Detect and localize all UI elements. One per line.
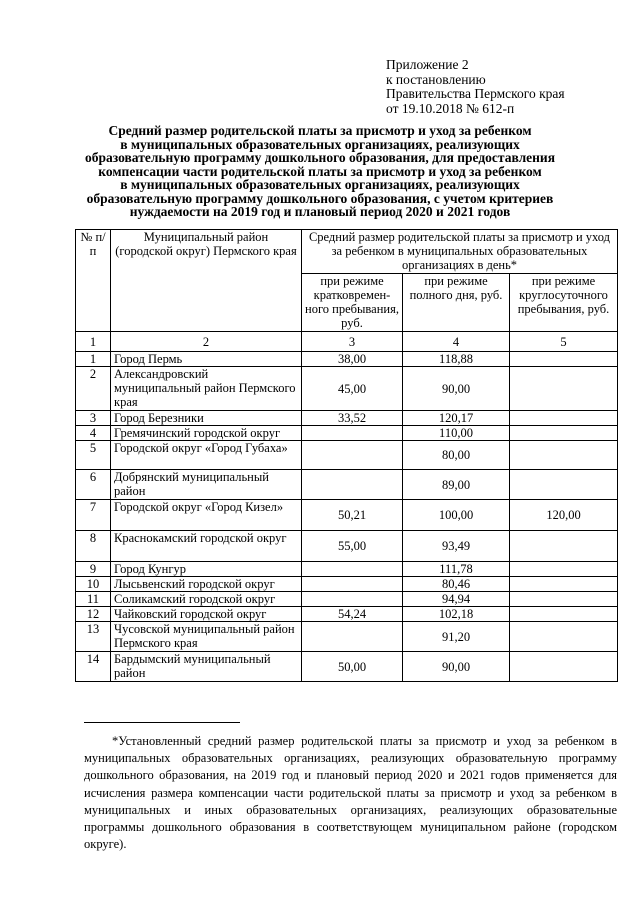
full-day-value: 93,49 (403, 531, 510, 562)
round-the-clock-value (510, 470, 618, 500)
column-number: 5 (510, 332, 618, 352)
full-day-value: 80,00 (403, 441, 510, 470)
header-round-the-clock: при режиме круглосуточного пребывания, руб. (510, 274, 618, 332)
header-short-stay: при режиме кратковремен-ного пребывания, руб. (302, 274, 403, 332)
district-name: Гремячинский городской округ (111, 426, 302, 441)
appendix-line: к постановлению (386, 71, 486, 87)
district-name: Городской округ «Город Кизел» (111, 500, 302, 531)
table-row (76, 411, 618, 426)
short-stay-value (302, 592, 403, 607)
header-district: Муниципальный район (городской округ) Пермского края (111, 230, 302, 332)
district-name: Добрянский муниципальный район (111, 470, 302, 500)
round-the-clock-value (510, 592, 618, 607)
row-number: 5 (76, 441, 111, 470)
table-row (76, 577, 618, 592)
row-number: 11 (76, 592, 111, 607)
table-row (76, 562, 618, 577)
district-name: Чусовской муниципальный район Пермского края (111, 622, 302, 652)
district-name: Город Пермь (111, 352, 302, 367)
appendix-header (386, 58, 565, 116)
short-stay-value (302, 441, 403, 470)
district-name: Чайковский городской округ (111, 607, 302, 622)
footnote: *Установленный средний размер родительской платы за присмотр и уход за ребенком в муниципальных образовательных организациях, реализующих образовательную программу дошкольного образования, на 2019 год и плановый период 2020 и 2021 годов применяется для исчисления размера компенсации части родительской платы за присмотр и уход за ребенком в муниципальных и иных образовательных организациях, реализующих образовательные программы дошкольного образования в соответствующем муниципальном районе (городском округе). (84, 734, 617, 852)
short-stay-value: 50,00 (302, 652, 403, 682)
header-num: № п/п (76, 230, 111, 332)
header-full-day: при режиме полного дня, руб. (403, 274, 510, 332)
title-line: компенсации части родительской платы за присмотр и уход за ребенком (98, 163, 542, 179)
full-day-value: 102,18 (403, 607, 510, 622)
row-number: 1 (76, 352, 111, 367)
row-number: 6 (76, 470, 111, 500)
title-line: нуждаемости на 2019 год и плановый период 2020 и 2021 годов (129, 204, 511, 219)
row-number: 14 (76, 652, 111, 682)
table-body (76, 352, 618, 682)
short-stay-value (302, 577, 403, 592)
short-stay-value: 54,24 (302, 607, 403, 622)
table-row (76, 352, 618, 367)
row-number: 10 (76, 577, 111, 592)
appendix-line: от 19.10.2018 № 612-п (386, 100, 515, 116)
column-number: 2 (111, 332, 302, 352)
table-row (76, 426, 618, 441)
short-stay-value (302, 426, 403, 441)
table-row (76, 622, 618, 652)
round-the-clock-value (510, 577, 618, 592)
full-day-value: 91,20 (403, 622, 510, 652)
short-stay-value (302, 562, 403, 577)
table-row (76, 367, 618, 411)
full-day-value: 110,00 (403, 426, 510, 441)
short-stay-value: 55,00 (302, 531, 403, 562)
title-line: в муниципальных образовательных организациях, реализующих (120, 177, 520, 192)
short-stay-value (302, 470, 403, 500)
round-the-clock-value (510, 622, 618, 652)
column-number: 1 (76, 332, 111, 352)
full-day-value: 89,00 (403, 470, 510, 500)
title-line: в муниципальных образовательных организациях, реализующих (120, 136, 520, 152)
round-the-clock-value (510, 652, 618, 682)
row-number: 8 (76, 531, 111, 562)
full-day-value: 90,00 (403, 367, 510, 411)
row-number: 13 (76, 622, 111, 652)
short-stay-value: 38,00 (302, 352, 403, 367)
table-row (76, 470, 618, 500)
round-the-clock-value (510, 411, 618, 426)
district-name: Соликамский городской округ (111, 592, 302, 607)
title-line: образовательную программу дошкольного образования, с учетом критериев (86, 190, 554, 206)
footnote-divider (84, 722, 240, 723)
row-number: 2 (76, 367, 111, 411)
column-number: 3 (302, 332, 403, 352)
document-title (70, 124, 570, 219)
title-line: Средний размер родительской платы за присмотр и уход за ребенком (108, 123, 532, 138)
round-the-clock-value (510, 352, 618, 367)
round-the-clock-value (510, 367, 618, 411)
title-line: образовательную программу дошкольного образования, для предоставления (84, 150, 556, 165)
district-name: Городской округ «Город Губаха» (111, 441, 302, 470)
full-day-value: 80,46 (403, 577, 510, 592)
round-the-clock-value: 120,00 (510, 500, 618, 531)
full-day-value: 111,78 (403, 562, 510, 577)
district-name: Город Березники (111, 411, 302, 426)
header-average-payment: Средний размер родительской платы за присмотр и уход за ребенком в муниципальных образовательных организациях в день* (302, 230, 618, 274)
full-day-value: 94,94 (403, 592, 510, 607)
row-number: 7 (76, 500, 111, 531)
short-stay-value: 45,00 (302, 367, 403, 411)
row-number: 12 (76, 607, 111, 622)
table-row (76, 607, 618, 622)
row-number: 3 (76, 411, 111, 426)
table-row (76, 592, 618, 607)
round-the-clock-value (510, 531, 618, 562)
full-day-value: 100,00 (403, 500, 510, 531)
column-number: 4 (403, 332, 510, 352)
appendix-line: Приложение 2 (386, 57, 469, 72)
short-stay-value: 50,21 (302, 500, 403, 531)
appendix-line: Правительства Пермского края (386, 86, 565, 101)
round-the-clock-value (510, 562, 618, 577)
table-row (76, 441, 618, 470)
short-stay-value (302, 622, 403, 652)
round-the-clock-value (510, 426, 618, 441)
round-the-clock-value (510, 607, 618, 622)
full-day-value: 120,17 (403, 411, 510, 426)
table-row (76, 652, 618, 682)
district-name: Лысьвенский городской округ (111, 577, 302, 592)
round-the-clock-value (510, 441, 618, 470)
row-number: 4 (76, 426, 111, 441)
table-row (76, 531, 618, 562)
short-stay-value: 33,52 (302, 411, 403, 426)
full-day-value: 118,88 (403, 352, 510, 367)
district-name: Александровский муниципальный район Пермского края (111, 367, 302, 411)
district-name: Город Кунгур (111, 562, 302, 577)
row-number: 9 (76, 562, 111, 577)
district-name: Краснокамский городской округ (111, 531, 302, 562)
district-name: Бардымский муниципальный район (111, 652, 302, 682)
table-row (76, 500, 618, 531)
full-day-value: 90,00 (403, 652, 510, 682)
payment-table (75, 229, 618, 682)
